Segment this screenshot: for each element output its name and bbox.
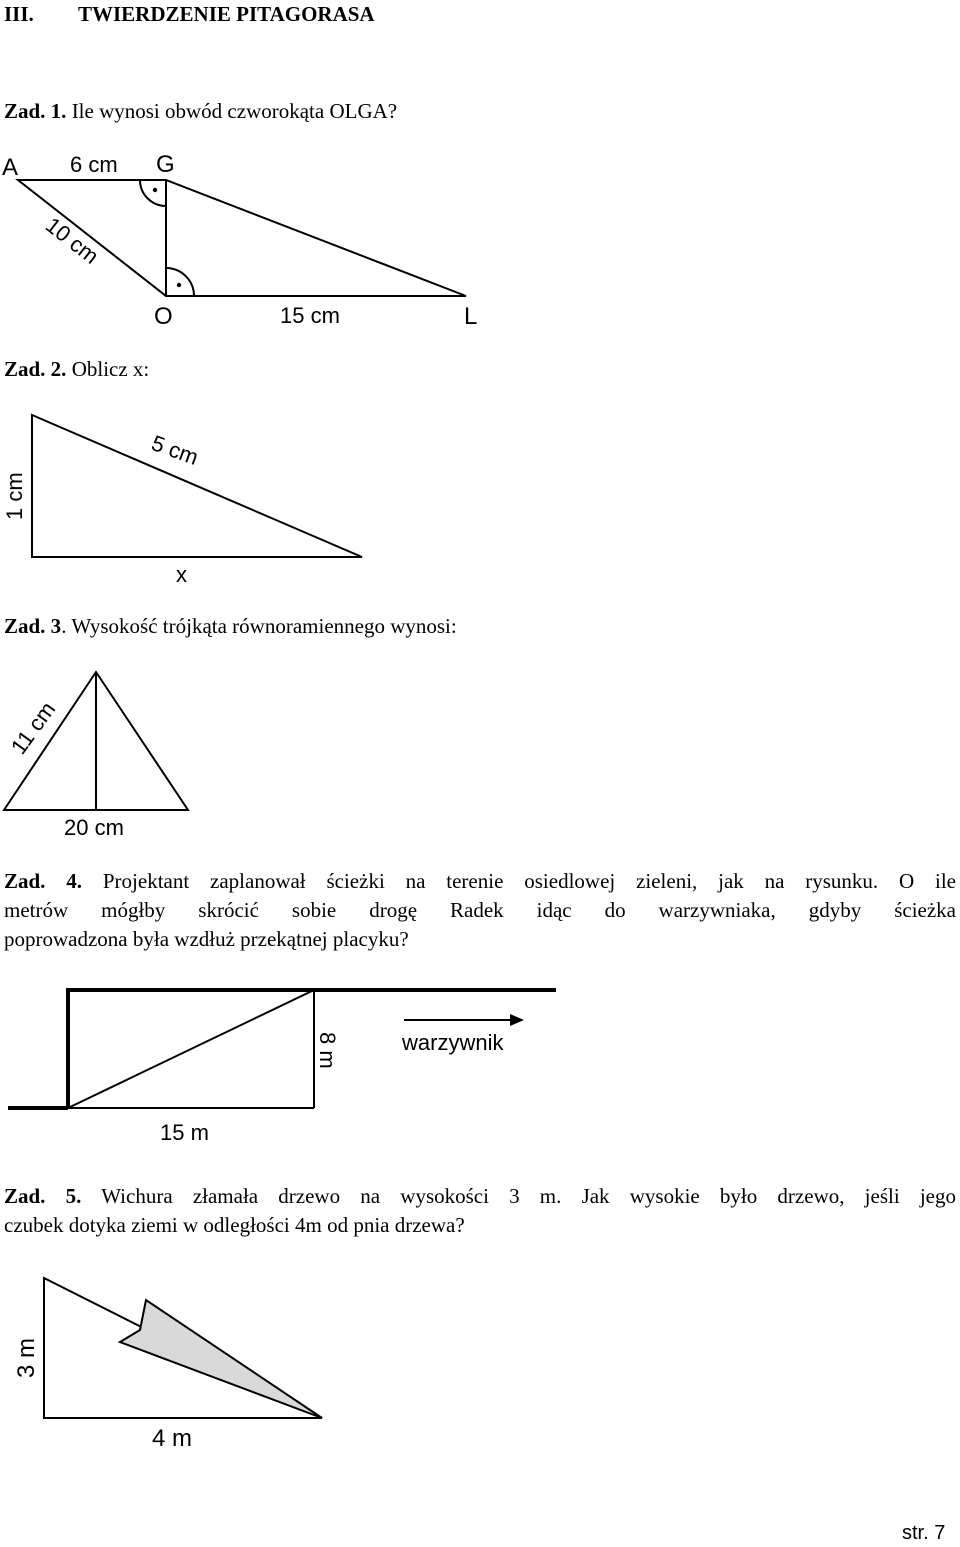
figure-isosceles-triangle	[0, 660, 220, 840]
task-4-line-2: metrów mógłby skrócić sobie drogę Radek idąc do warzywniaka, gdyby ścieżka	[4, 898, 956, 922]
vertex-o: O	[154, 303, 173, 330]
task-text: Wichura złamała drzewo na wysokości 3 m. Jak wysokie było drzewo, jeśli jego	[101, 1184, 957, 1208]
label-height: 8 m	[315, 1032, 340, 1069]
vertex-l: L	[464, 303, 478, 330]
task-text: Ile wynosi obwód czworokąta OLGA?	[71, 99, 398, 123]
figure-broken-tree	[0, 1268, 360, 1468]
label-side: 11 cm	[5, 697, 61, 759]
label-ao: 10 cm	[40, 212, 104, 269]
task-text: Wysokość trójkąta równoramiennego wynosi:	[71, 614, 457, 638]
figure-path-rectangle	[0, 978, 570, 1148]
chapter-number: III.	[4, 2, 34, 26]
task-label: Zad. 5.	[4, 1184, 82, 1208]
task-4-line-1	[4, 869, 956, 893]
label-ag: 6 cm	[70, 152, 118, 177]
vertex-a: A	[2, 154, 19, 181]
figure-right-triangle	[0, 405, 400, 585]
chapter-title: TWIERDZENIE PITAGORASA	[78, 2, 375, 26]
task-text: Oblicz x:	[71, 357, 150, 381]
label-width: 15 m	[160, 1120, 209, 1145]
right-angle-mark-g	[140, 180, 166, 206]
task-1	[4, 99, 397, 123]
label-x: x	[176, 562, 187, 587]
task-4-line-3: poprowadzona była wzdłuż przekątnej placyku?	[4, 927, 409, 951]
task-label: Zad. 1.	[4, 99, 67, 123]
task-label: Zad. 2.	[4, 357, 67, 381]
right-angle-dot-g	[153, 188, 157, 192]
diagonal	[68, 990, 314, 1108]
label-base: 20 cm	[64, 815, 124, 840]
triangle	[32, 415, 362, 557]
label-ol: 15 cm	[280, 303, 340, 328]
task-text: Projektant zaplanował ścieżki na terenie osiedlowej zieleni, jak na rysunku. O ile	[102, 869, 957, 893]
task-5-line-2: czubek dotyka ziemi w odległości 4m od pnia drzewa?	[4, 1213, 465, 1237]
task-3	[4, 614, 457, 638]
vertex-g: G	[156, 151, 175, 178]
page-number: str. 7	[902, 1522, 946, 1544]
right-angle-mark-o	[166, 268, 194, 296]
task-separator: .	[61, 614, 72, 638]
label-hypotenuse: 5 cm	[148, 430, 202, 471]
right-angle-dot-o	[177, 283, 181, 287]
figure-olga-quadrilateral	[0, 148, 500, 348]
task-label: Zad. 4.	[4, 869, 83, 893]
task-5-line-1	[4, 1184, 956, 1208]
label-leg: 1 cm	[2, 472, 27, 520]
arrow-head-icon	[510, 1014, 524, 1026]
broken-tree-trunk	[120, 1300, 322, 1418]
label-distance: 4 m	[152, 1425, 193, 1452]
task-2	[4, 357, 149, 381]
task-label: Zad. 3	[4, 614, 62, 638]
label-height: 3 m	[13, 1337, 40, 1378]
label-warzywnik: warzywnik	[402, 1030, 504, 1055]
